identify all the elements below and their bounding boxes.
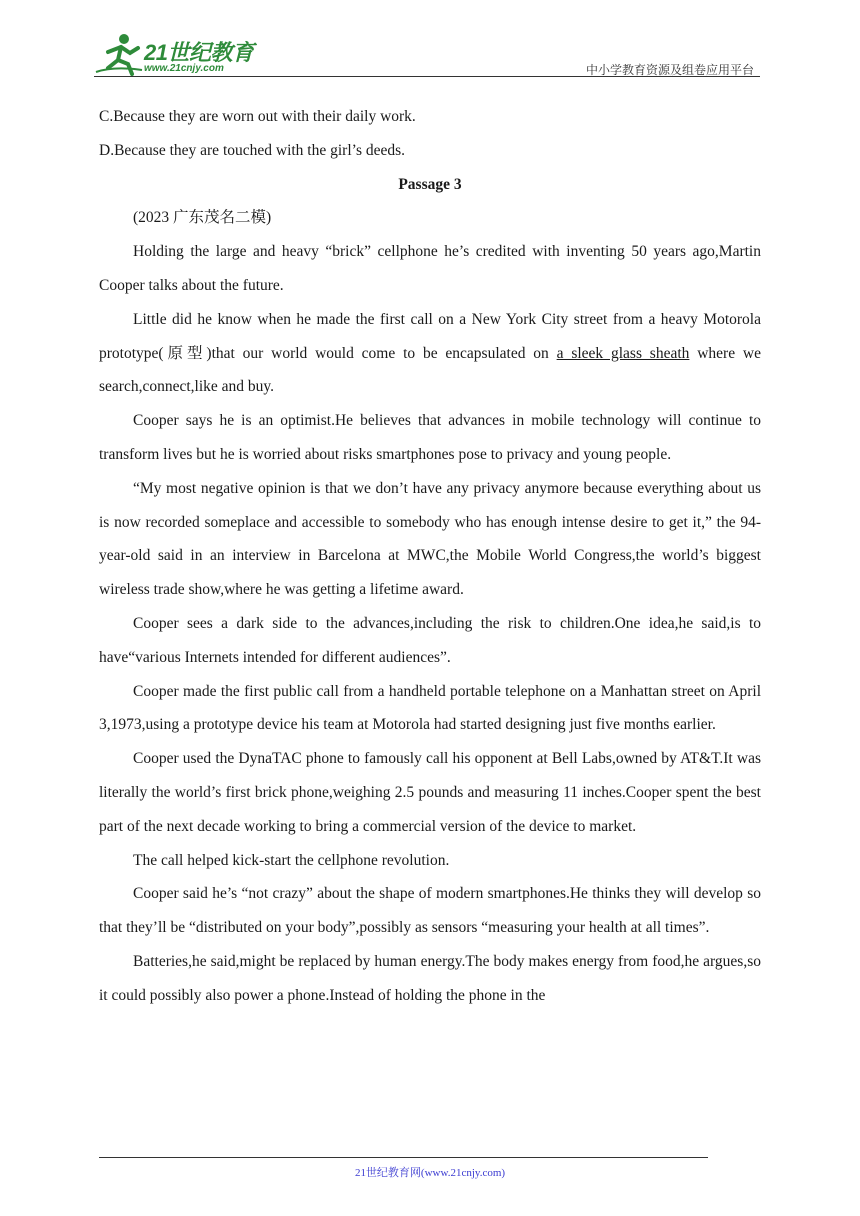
paragraph-8: The call helped kick-start the cellphone revolution. bbox=[133, 851, 450, 869]
passage-title: Passage 3 bbox=[398, 175, 462, 193]
document-body bbox=[99, 100, 761, 1013]
footer-divider bbox=[99, 1157, 708, 1158]
paragraph-3: Cooper says he is an optimist.He believes that advances in mobile technology will continue to transform lives but he is worried about risks smartphones pose to privacy and young people. bbox=[99, 412, 761, 463]
paragraph-7: Cooper used the DynaTAC phone to famously call his opponent at Bell Labs,owned by AT&T.It was literally the world’s first brick phone,weighing 2.5 pounds and measuring 11 inches.Cooper spent the best part of the next decade working to bring a commercial version of the device to market. bbox=[99, 750, 761, 835]
paragraph-2-part-2: where we search,connect,like and buy. bbox=[99, 344, 761, 396]
paragraph-4: “My most negative opinion is that we don’t have any privacy anymore because everything about us is now recorded someplace and accessible to somebody who has enough intense desire to get it,” the 94-year-old said in an interview in Barcelona at MWC,the Mobile World Congress,the world’s biggest wireless trade show,where he was getting a lifetime award. bbox=[99, 479, 761, 599]
paragraph-5: Cooper sees a dark side to the advances,including the risk to children.One idea,he said,is to have“various Internets intended for different audiences”. bbox=[99, 614, 761, 666]
paragraph-9: Cooper said he’s “not crazy” about the shape of modern smartphones.He thinks they will develop so that they’ll be “distributed on your body”,possibly as sensors “measuring your health at all times”. bbox=[99, 885, 761, 937]
answer-option-c: C.Because they are worn out with their daily work. bbox=[99, 108, 416, 125]
paragraph-2-part-1: Little did he know when he made the first call on a New York City street from a heavy Motorola prototype(原型)that our world would come to be encapsulated on bbox=[99, 310, 761, 362]
underlined-phrase: a sleek glass sheath bbox=[556, 344, 690, 362]
answer-option-d: D.Because they are touched with the girl’s deeds. bbox=[99, 141, 406, 159]
page-footer[interactable]: 21世纪教育网(www.21cnjy.com) bbox=[354, 1167, 506, 1179]
paragraph-6: Cooper made the first public call from a handheld portable telephone on a Manhattan street on April 3,1973,using a prototype device his team at Motorola had started designing just five months earlier. bbox=[99, 682, 761, 734]
header-divider bbox=[94, 76, 760, 77]
paragraph-10: Batteries,he said,might be replaced by human energy.The body makes energy from food,he argues,so it could possibly also power a phone.Instead of holding the phone in the bbox=[99, 952, 761, 1004]
platform-caption: 中小学教育资源及组卷应用平台 bbox=[585, 63, 754, 77]
site-logo[interactable] bbox=[94, 30, 264, 76]
paragraph-2 bbox=[99, 303, 761, 404]
paragraph-1: Holding the large and heavy “brick” cellphone he’s credited with inventing 50 years ago,Martin Cooper talks about the future. bbox=[99, 243, 761, 294]
logo-wordmark: 21世纪教育 bbox=[144, 40, 254, 65]
page-header bbox=[94, 30, 760, 78]
passage-source: (2023 广东茂名二模) bbox=[133, 209, 272, 227]
runner-logo-icon bbox=[94, 30, 146, 76]
logo-url: www.21cnjy.com bbox=[144, 63, 224, 74]
